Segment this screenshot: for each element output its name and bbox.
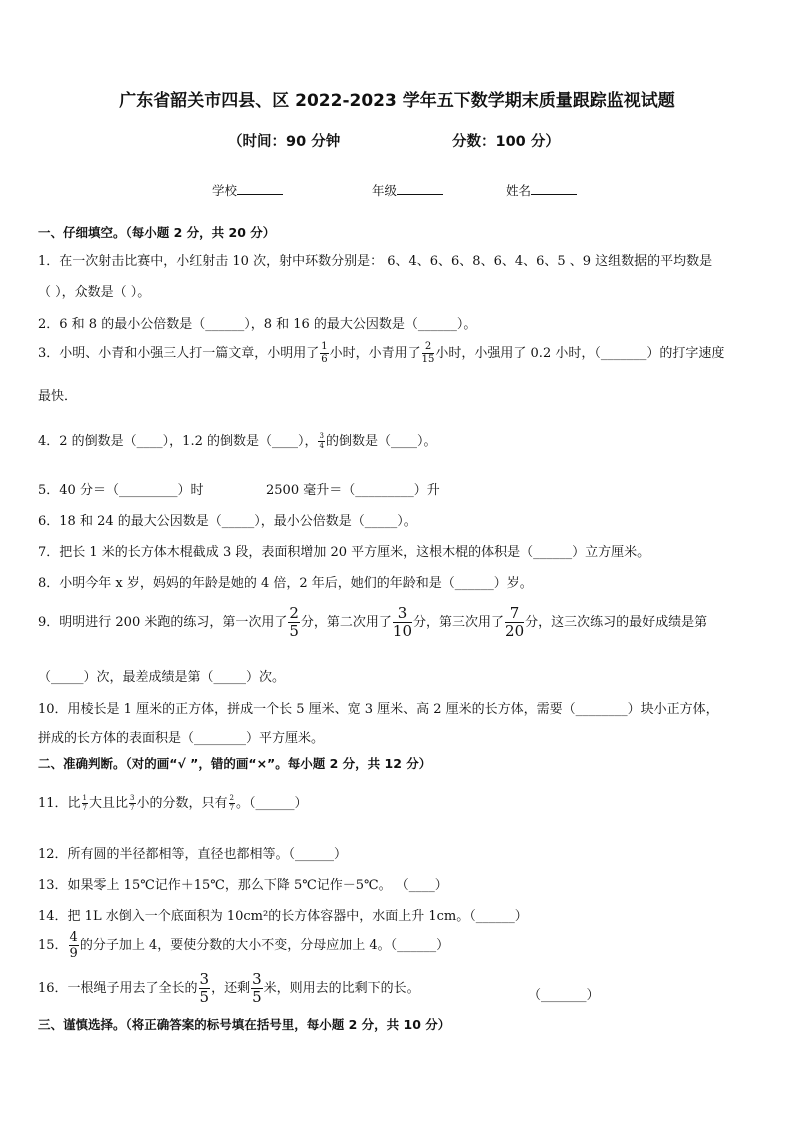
question-14: 14．把 1L 水倒入一个底面积为 10cm²的长方体容器中，水面上升 1cm。（______） — [38, 909, 528, 924]
numerator: 1 — [321, 341, 328, 352]
numerator: 2 — [229, 794, 234, 802]
numerator: 3 — [199, 970, 210, 988]
school-blank[interactable] — [237, 182, 283, 195]
numerator: 2 — [422, 342, 435, 354]
fraction — [288, 606, 300, 639]
question-8: 8．小明今年 x 岁，妈妈的年龄是她的 4 倍，2 年后，她们的年龄和是（______）岁。 — [38, 576, 533, 591]
question-11-text-a: 11．比 — [38, 796, 81, 811]
fraction — [82, 795, 88, 812]
fraction — [229, 795, 235, 812]
fraction — [199, 972, 211, 1005]
question-4 — [38, 430, 436, 450]
name-label: 姓名 — [506, 183, 532, 198]
question-15-text-b: 的分子加上 4，要使分数的大小不变，分母应加上 4。（______） — [79, 938, 450, 953]
denominator: 7 — [229, 804, 234, 812]
denominator: 20 — [505, 622, 525, 640]
question-16-text-c: 米，则用去的比剩下的长。 — [263, 981, 420, 996]
question-10-line-1: 10．用棱长是 1 厘米的正方体，拼成一个长 5 厘米、宽 3 厘米、高 2 厘米的长方体，需要（________）块小正方体， — [38, 702, 719, 717]
denominator: 7 — [82, 804, 88, 812]
denominator: 7 — [130, 804, 135, 812]
grade-blank[interactable] — [397, 182, 443, 195]
question-3-text-b: 小时，小青用了 — [329, 346, 421, 361]
question-6: 6．18 和 24 的最大公因数是（_____），最小公倍数是（_____）。 — [38, 514, 417, 529]
question-1-line-2: （ ），众数是（ ）。 — [38, 285, 151, 300]
grade-label: 年级 — [372, 183, 398, 198]
question-4-text-b: 的倒数是（____）。 — [325, 434, 437, 449]
question-16 — [38, 972, 420, 1005]
question-11-text-d: 。（______） — [235, 796, 308, 811]
numerator: 4 — [69, 930, 78, 945]
numerator: 3 — [319, 432, 324, 440]
question-3 — [38, 342, 724, 365]
fraction — [69, 931, 79, 960]
question-13: 13．如果零上 15℃记作＋15℃，那么下降 5℃记作－5℃。 （____） — [38, 878, 448, 893]
name-blank[interactable] — [531, 182, 577, 195]
denominator: 5 — [199, 988, 210, 1006]
denominator: 10 — [392, 622, 413, 640]
fraction — [129, 795, 135, 812]
question-3-text-a: 3．小明、小青和小强三人打一篇文章，小明用了 — [38, 346, 320, 361]
question-5-part-1: 5．40 分＝（_________）时 — [38, 483, 204, 498]
page-title: 广东省韶关市四县、区 2022-2023 学年五下数学期末质量跟踪监视试题 — [119, 91, 675, 111]
fraction — [320, 342, 328, 365]
question-15-text-a: 15． — [38, 938, 68, 953]
question-5-part-2: 2500 毫升＝（_________）升 — [266, 483, 440, 498]
school-label: 学校 — [212, 183, 238, 198]
numerator: 3 — [130, 794, 135, 802]
fraction — [505, 606, 524, 639]
question-7: 7．把长 1 米的长方体木棍截成 3 段，表面积增加 20 平方厘米，这根木棍的体积是（______）立方厘米。 — [38, 545, 651, 560]
fraction — [251, 972, 263, 1005]
numerator: 3 — [252, 970, 262, 988]
fraction — [393, 606, 412, 639]
question-16-text-b: ，还剩 — [211, 981, 251, 996]
numerator: 7 — [505, 606, 524, 623]
school-field — [212, 181, 283, 199]
question-2: 2．6 和 8 的最小公倍数是（______），8 和 16 的最大公因数是（______）。 — [38, 317, 477, 332]
question-11 — [38, 792, 308, 812]
name-field — [506, 181, 577, 199]
denominator: 5 — [289, 622, 299, 640]
denominator: 6 — [321, 354, 328, 365]
denominator: 4 — [319, 442, 324, 450]
question-9-line-2: （_____）次，最差成绩是第（_____）次。 — [38, 670, 286, 685]
question-11-text-c: 小的分数，只有 — [136, 796, 228, 811]
question-16-answer-blank: （_______） — [528, 988, 600, 1003]
question-10-line-2: 拼成的长方体的表面积是（________）平方厘米。 — [38, 731, 325, 746]
question-16-text-a: 16．一根绳子用去了全长的 — [38, 981, 198, 996]
exam-time: （时间：90 分钟 — [228, 134, 341, 150]
question-1-line-1: 1．在一次射击比赛中，小红射击 10 次，射中环数分别是： 6、4、6、6、8、6、4、6、5 、9 这组数据的平均数是 — [38, 254, 713, 269]
denominator: 9 — [69, 946, 78, 961]
fraction — [422, 342, 435, 365]
numerator: 2 — [289, 604, 299, 622]
denominator: 15 — [421, 354, 435, 365]
section-3-heading: 三、谨慎选择。（将正确答案的标号填在括号里，每小题 2 分，共 10 分） — [38, 1017, 451, 1032]
fraction — [318, 433, 324, 450]
question-12: 12．所有圆的半径都相等，直径也都相等。（______） — [38, 847, 348, 862]
numerator: 1 — [82, 794, 88, 802]
question-3-text-c: 小时，小强用了 0.2 小时，（_______）的打字速度 — [435, 346, 725, 361]
question-9-text-c: 分，第三次用了 — [413, 615, 505, 630]
question-9-text-b: 分，第二次用了 — [300, 615, 392, 630]
section-2-heading: 二、准确判断。（对的画“√ ”，错的画“×”。每小题 2 分，共 12 分） — [38, 756, 432, 771]
question-9 — [38, 606, 707, 639]
question-15 — [38, 931, 449, 960]
section-1-heading: 一、仔细填空。（每小题 2 分，共 20 分） — [38, 225, 276, 240]
grade-field — [372, 181, 443, 199]
question-9-text-d: 分，这三次练习的最好成绩是第 — [525, 615, 708, 630]
question-4-text-a: 4．2 的倒数是（____），1.2 的倒数是（____）， — [38, 434, 318, 449]
exam-score: 分数：100 分） — [452, 134, 560, 150]
question-11-text-b: 大且比 — [89, 796, 129, 811]
question-9-text-a: 9．明明进行 200 米跑的练习，第一次用了 — [38, 615, 288, 630]
denominator: 5 — [252, 988, 262, 1006]
question-3-line-2: 最快． — [38, 389, 78, 404]
numerator: 3 — [393, 606, 412, 623]
